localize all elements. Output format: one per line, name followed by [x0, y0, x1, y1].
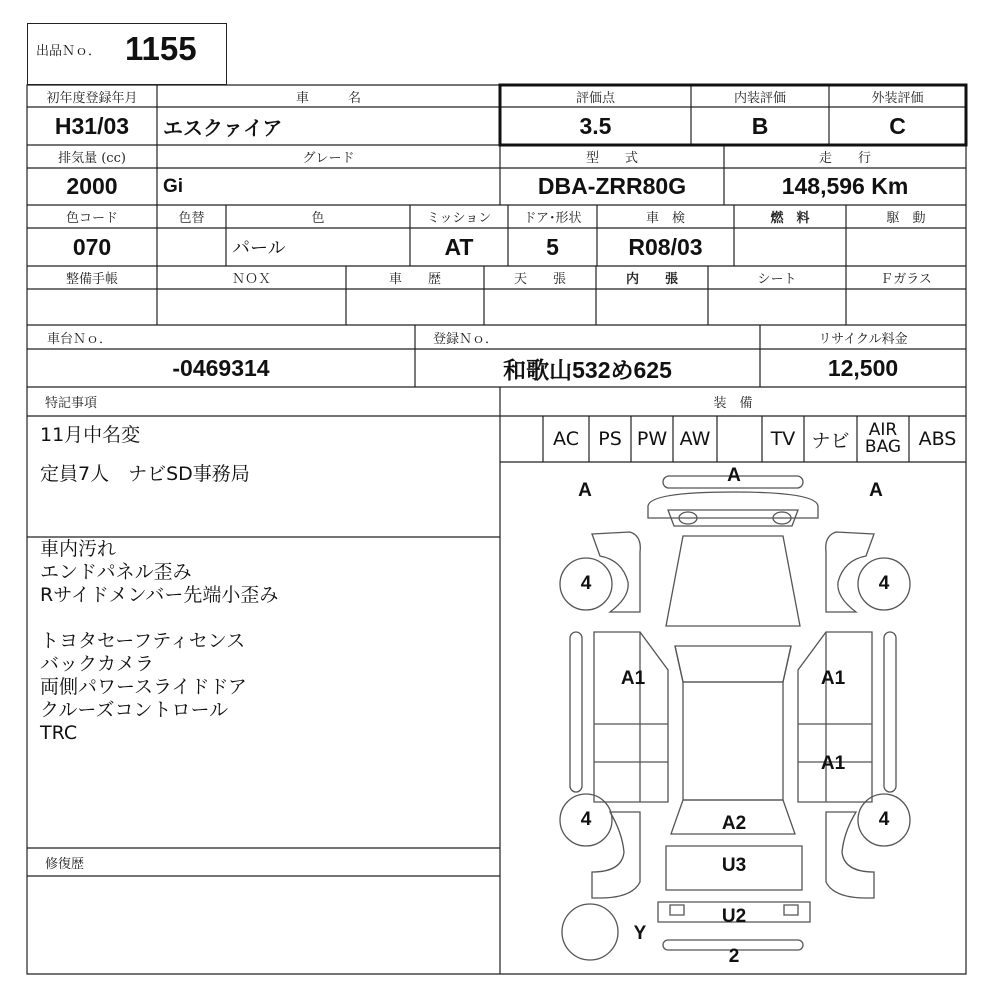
- car-diagram: [500, 462, 966, 974]
- equipment-airbag: AIR BAG: [864, 420, 902, 457]
- equipment-tv: TV: [770, 428, 796, 450]
- interior-rating-label: 内装評価: [733, 90, 786, 106]
- roof-shape: [683, 682, 783, 800]
- left-front-fender: [592, 532, 640, 612]
- first-registration-value: H31/03: [54, 112, 130, 139]
- door-shape-value: 5: [546, 233, 559, 260]
- note-line: Rサイドメンバー先端小歪み: [40, 584, 279, 606]
- model-code-label: 型 式: [585, 151, 638, 166]
- note-line: エンドパネル歪み: [40, 561, 192, 583]
- chassis-number-label: 車台Ｎｏ．: [47, 331, 113, 347]
- note-line: [40, 607, 490, 630]
- equipment-ac: AC: [553, 428, 579, 450]
- equipment-abs: ABS: [918, 428, 957, 450]
- mark-rear-floor: A2: [721, 813, 747, 834]
- score-label: 評価点: [575, 90, 615, 106]
- roof-lining-label: 天 張: [513, 272, 566, 287]
- mark-front-right: A: [869, 480, 883, 501]
- chassis-number-value: -0469314: [172, 354, 270, 381]
- mark-spare: Y: [633, 923, 647, 944]
- drive-label: 駆 動: [886, 211, 926, 226]
- mileage-value: 148,596 Km: [781, 173, 909, 199]
- tail-lamp-left: [670, 905, 684, 915]
- mark-trunk: U3: [721, 855, 747, 876]
- car-name-value: エスクァイア: [163, 115, 283, 140]
- exterior-rating-label: 外装評価: [871, 90, 924, 106]
- mark-left-door-front: A1: [620, 668, 646, 689]
- grade-label: グレード: [302, 151, 355, 166]
- note-line: トヨタセーフティセンス: [40, 630, 246, 652]
- color-label: 色: [311, 211, 325, 226]
- left-side-body: [594, 632, 668, 802]
- grade-value: Gi: [163, 175, 184, 197]
- door-shape-label: ドア･形状: [523, 211, 582, 226]
- first-registration-label: 初年度登録年月: [46, 90, 138, 106]
- equipment-pw: PW: [636, 428, 668, 450]
- note-line: 定員7人 ナビSD事務局: [40, 463, 250, 485]
- transmission-value: AT: [444, 233, 474, 260]
- tail-lamp-right: [784, 905, 798, 915]
- equipment-label: 装 備: [713, 396, 753, 411]
- right-rear-quarter: [826, 812, 874, 898]
- mark-front-bumper: A: [727, 465, 741, 486]
- special-notes-bottom: [40, 538, 490, 745]
- front-grille-shape: [648, 492, 818, 518]
- mileage-label: 走 行: [818, 151, 871, 166]
- windshield-shape: [675, 646, 791, 682]
- hood-shape: [666, 536, 800, 626]
- note-line: バックカメラ: [40, 653, 155, 675]
- fuel-label: 燃 料: [770, 211, 810, 226]
- note-line: 車内汚れ: [40, 538, 117, 560]
- lot-number-label: 出品Ｎｏ．: [36, 44, 102, 59]
- drive-value: [846, 228, 966, 266]
- mark-tire-rl: 4: [580, 809, 592, 830]
- special-notes-label: 特記事項: [45, 396, 98, 411]
- note-line: 両側パワースライドドア: [40, 676, 247, 698]
- mark-front-left: A: [578, 480, 592, 501]
- displacement-value: 2000: [66, 173, 118, 199]
- mark-right-door-front: A1: [820, 668, 846, 689]
- note-line: クルーズコントロール: [40, 699, 229, 721]
- nox-label: ＮＯＸ: [231, 272, 271, 287]
- spare-tire: [562, 904, 618, 960]
- mark-rear-panel: U2: [721, 906, 747, 927]
- right-side-body: [798, 632, 872, 802]
- special-notes-top: [40, 424, 490, 486]
- repaint-label: 色替: [178, 211, 205, 226]
- car-name-label: 車 名: [295, 90, 361, 106]
- repair-history-label: 修復歴: [45, 856, 85, 872]
- recycle-fee-value: 12,500: [827, 354, 899, 381]
- exterior-rating-value: C: [889, 112, 906, 139]
- note-line: 11月中名変: [40, 424, 141, 446]
- mark-rear-bumper: 2: [728, 946, 740, 967]
- inner-lining-label: 内 張: [625, 272, 678, 287]
- vehicle-history-label: 車 歴: [388, 272, 441, 287]
- right-rocker: [884, 632, 896, 792]
- front-glass-label: Ｆガラス: [880, 272, 932, 287]
- equipment-navi: ナビ: [811, 429, 850, 452]
- mark-tire-fr: 4: [878, 573, 890, 594]
- displacement-label: 排気量 (cc): [58, 151, 126, 166]
- left-rocker: [570, 632, 582, 792]
- registration-number-value: 和歌山532め625: [503, 356, 672, 383]
- equipment-aw: AW: [679, 428, 711, 450]
- left-rear-quarter: [592, 812, 640, 898]
- transmission-label: ミッション: [426, 211, 492, 226]
- recycle-fee-label: リサイクル料金: [818, 331, 908, 347]
- color-code-value: 070: [72, 233, 112, 260]
- note-line: TRC: [40, 722, 78, 744]
- score-value: 3.5: [579, 112, 612, 139]
- equipment-blank-2: [717, 416, 762, 462]
- repaint-value: [157, 228, 226, 266]
- maintenance-record-label: 整備手帳: [65, 272, 118, 287]
- seat-label: シート: [757, 272, 797, 287]
- model-code-value: DBA-ZRR80G: [537, 173, 687, 199]
- inspection-label: 車 検: [645, 211, 685, 226]
- interior-rating-value: B: [751, 112, 769, 139]
- mark-tire-rr: 4: [878, 809, 890, 830]
- color-value: パール: [232, 238, 286, 259]
- equipment-ps: PS: [598, 428, 622, 450]
- right-front-fender: [826, 532, 874, 612]
- inspection-value: R08/03: [628, 233, 703, 260]
- lot-number-value: 1155: [125, 30, 197, 67]
- equipment-blank-1: [500, 416, 543, 462]
- mark-right-door-rear: A1: [820, 753, 846, 774]
- registration-number-label: 登録Ｎｏ．: [433, 331, 499, 347]
- color-code-label: 色コード: [65, 211, 118, 226]
- fuel-value: [734, 228, 846, 266]
- mark-tire-fl: 4: [580, 573, 592, 594]
